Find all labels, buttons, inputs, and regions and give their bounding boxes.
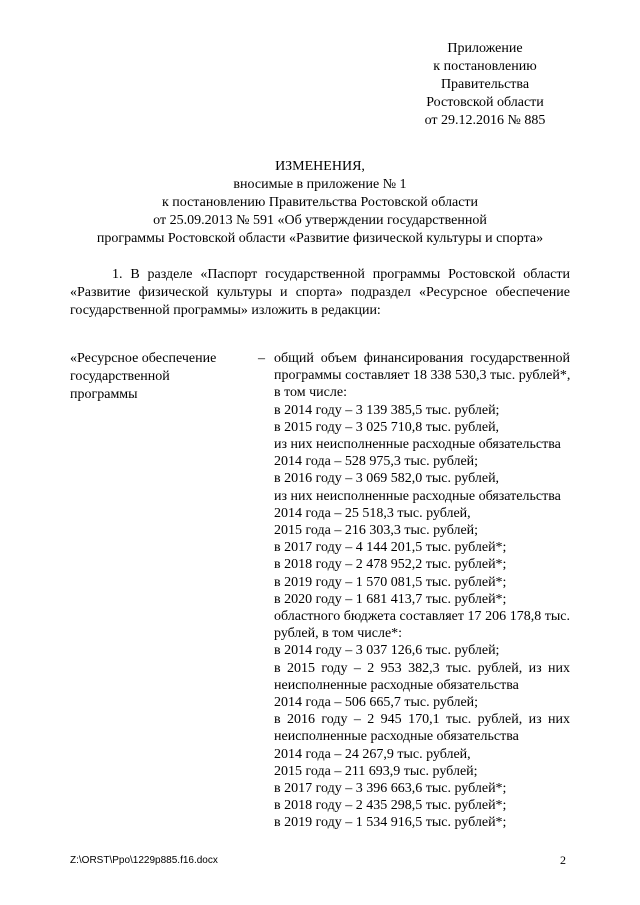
label-line: программы	[70, 387, 138, 402]
detail-line: в 2019 году – 1 570 081,5 тыс. рублей*;	[274, 574, 507, 590]
title-line: к постановлению Правительства Ростовской области	[161, 195, 479, 210]
detail-line: 2014 года – 24 267,9 тыс. рублей,	[274, 746, 471, 762]
detail-line: в 2015 году – 3 025 710,8 тыс. рублей,	[274, 419, 500, 435]
detail-line: рублей, в том числе*:	[274, 626, 403, 642]
detail-line: 2014 года – 506 665,7 тыс. рублей;	[274, 695, 479, 711]
resource-label	[70, 350, 250, 404]
detail-line: в 2017 году – 3 396 663,6 тыс. рублей*;	[274, 781, 507, 797]
detail-line: 2015 года – 211 693,9 тыс. рублей;	[274, 763, 478, 779]
detail-line: общий объем финансирования государственной	[274, 351, 570, 366]
page-number: 2	[560, 853, 566, 867]
appendix-line: Правительства	[440, 77, 530, 92]
resource-details	[274, 350, 570, 832]
detail-line: в том числе:	[274, 385, 347, 401]
appendix-line: от 29.12.2016 № 885	[424, 113, 546, 128]
detail-line: в 2014 году – 3 037 126,6 тыс. рублей;	[274, 643, 500, 659]
appendix-line: Приложение	[447, 41, 523, 56]
detail-line: неисполненные расходные обязательства	[274, 677, 519, 693]
label-line: государственной	[70, 369, 170, 384]
appendix-block	[400, 40, 570, 130]
detail-line: 2014 года – 528 975,3 тыс. рублей;	[274, 454, 479, 470]
detail-line: в 2017 году – 4 144 201,5 тыс. рублей*;	[274, 540, 507, 556]
detail-line: из них неисполненные расходные обязательства	[274, 437, 561, 453]
title-line: от 25.09.2013 № 591 «Об утверждении государственной	[153, 213, 487, 228]
paragraph-line: «Развитие физической культуры и спорта» подраздел «Ресурсное обеспечение	[70, 285, 570, 300]
title-line: вносимые в приложение № 1	[233, 177, 407, 192]
detail-line: 2015 года – 216 303,3 тыс. рублей;	[274, 523, 479, 539]
detail-line: областного бюджета составляет 17 206 178,8 тыс.	[274, 609, 570, 625]
document-title	[60, 158, 580, 248]
appendix-line: Ростовской области	[426, 95, 544, 110]
detail-line: в 2018 году – 2 478 952,2 тыс. рублей*;	[274, 557, 507, 573]
detail-line: программы составляет 18 338 530,3 тыс. рублей*,	[274, 368, 571, 384]
detail-line: в 2018 году – 2 435 298,5 тыс. рублей*;	[274, 798, 507, 814]
paragraph-line: государственной программы» изложить в редакции:	[70, 303, 381, 318]
label-line: «Ресурсное обеспечение	[70, 351, 217, 366]
title-line: программы Ростовской области «Развитие физической культуры и спорта»	[96, 231, 544, 246]
detail-line: 2014 года – 25 518,3 тыс. рублей,	[274, 505, 471, 521]
detail-line: в 2015 году – 2 953 382,3 тыс. рублей, из них	[274, 660, 570, 676]
footer-file-path: Z:\ORST\Ppo\1229p885.f16.docx	[70, 855, 218, 866]
detail-line: в 2020 году – 1 681 413,7 тыс. рублей*;	[274, 591, 507, 607]
detail-line: в 2014 году – 3 139 385,5 тыс. рублей;	[274, 402, 500, 418]
detail-line: неисполненные расходные обязательства	[274, 729, 519, 745]
detail-line: в 2016 году – 2 945 170,1 тыс. рублей, из них	[274, 712, 570, 728]
paragraph-line: 1. В разделе «Паспорт государственной программы Ростовской области	[112, 267, 570, 282]
detail-line: из них неисполненные расходные обязательства	[274, 488, 561, 504]
detail-line: в 2016 году – 3 069 582,0 тыс. рублей,	[274, 471, 500, 487]
separator-dash: –	[258, 351, 265, 366]
detail-line: в 2019 году – 1 534 916,5 тыс. рублей*;	[274, 815, 507, 831]
title-line: ИЗМЕНЕНИЯ,	[275, 159, 365, 174]
appendix-line: к постановлению	[433, 59, 537, 74]
section-paragraph	[70, 266, 570, 320]
